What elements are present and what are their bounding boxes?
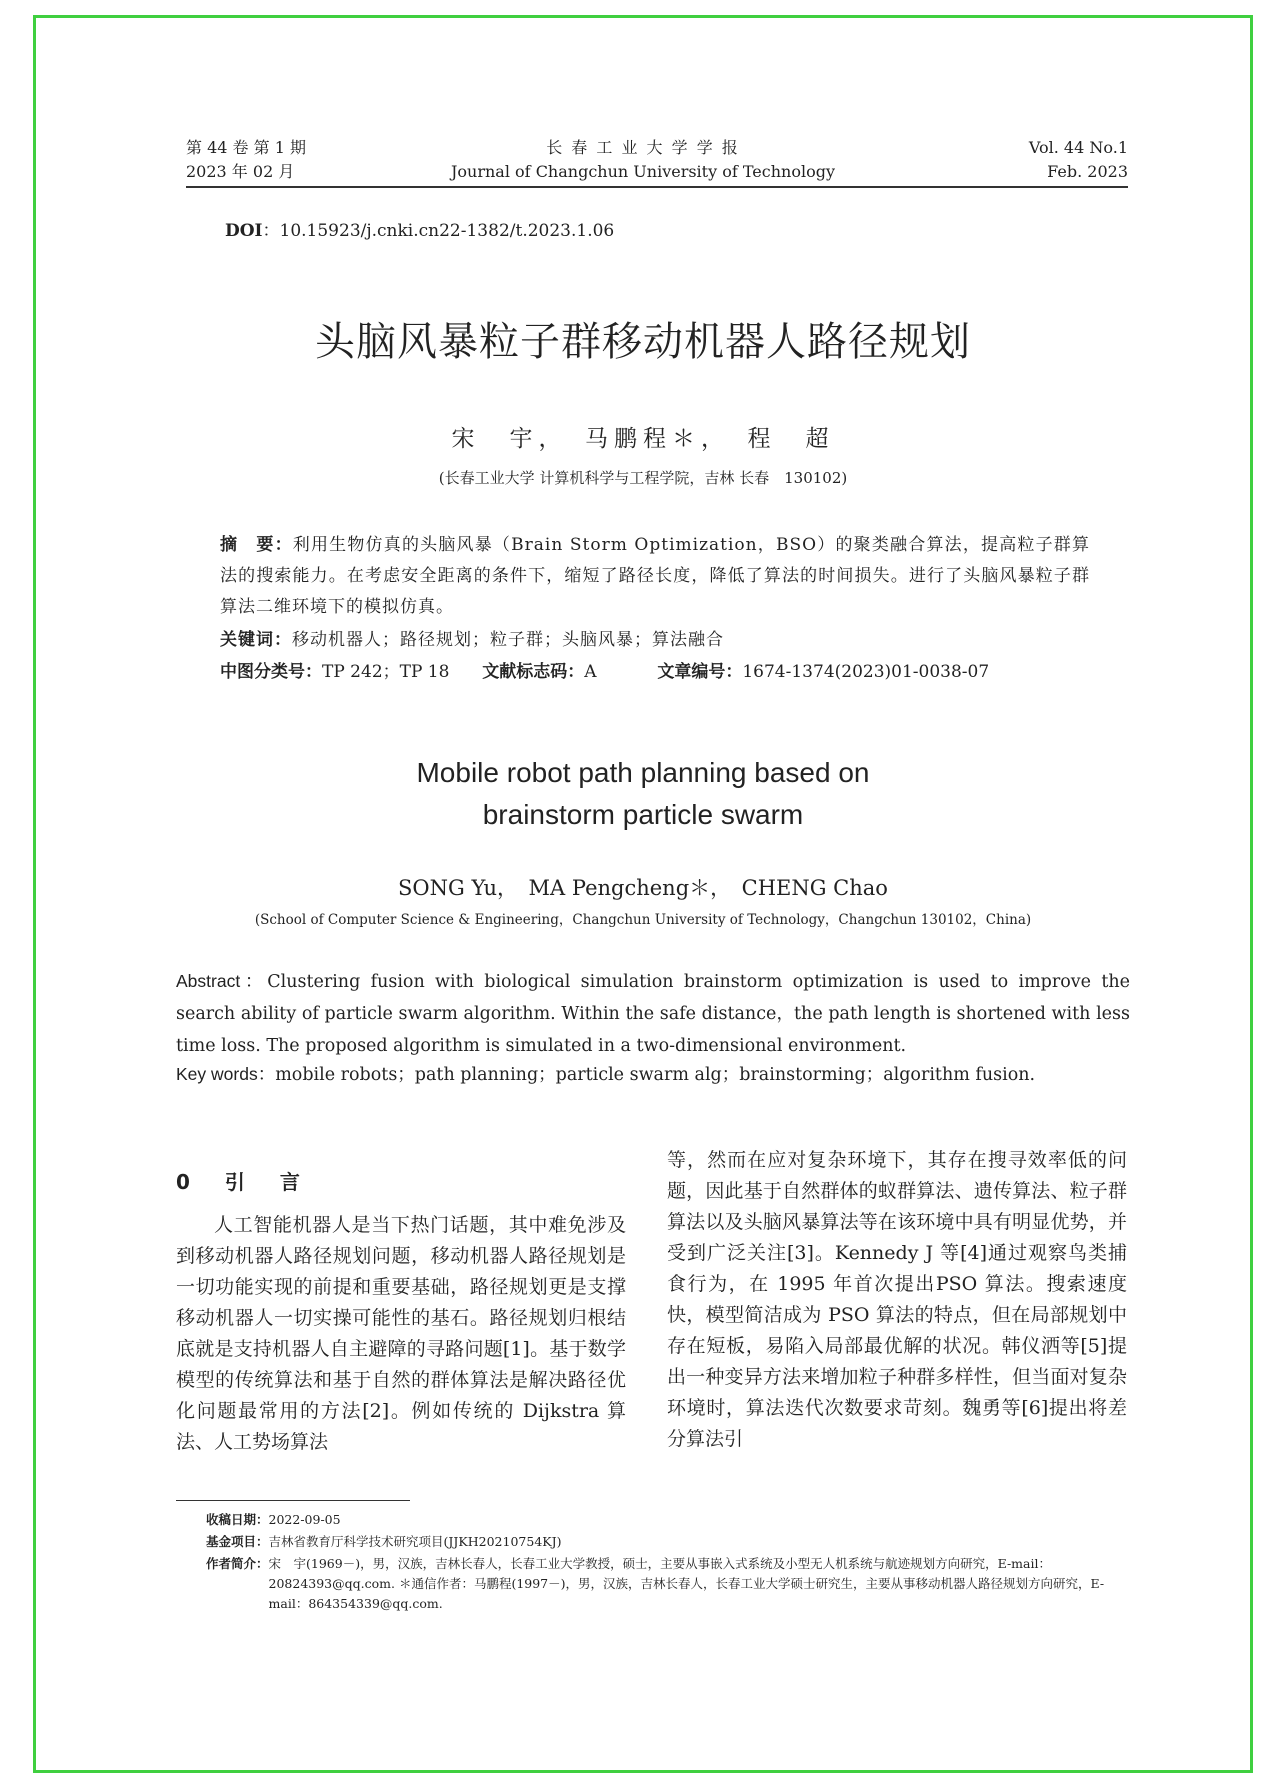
header-journal [420,136,866,184]
body-column-right: 等，然而在应对复杂环境下，其存在搜寻效率低的问题，因此基于自然群体的蚁群算法、遗传算法、粒子群算法以及头脑风暴算法等在该环境中具有明显优势，并受到广泛关注[3]。Kennedy J 等[4]通过观察鸟类捕食行为，在 1995 年首次提出PSO 算法。搜索速度快，模型简洁成为 PSO 算法的特点，但在局部规划中存在短板，易陷入局部最优解的状况。韩仪洒等[5]提出一种变异方法来增加粒子种群多样性，但当面对复杂环境时，算法迭代次数要求苛刻。魏勇等[6]提出将差分算法引 [667,1149,1127,1450]
title-cn: 头脑风暴粒子群移动机器人路径规划 [315,319,971,365]
received-label: 收稿日期： [206,1512,269,1527]
clc-label: 中图分类号： [220,662,322,682]
abstract-cn-label: 摘 要： [220,535,293,555]
header-journal-en: Journal of Changchun University of Technology [451,162,835,181]
section-heading: 0 引 言 [176,1170,314,1194]
article-no-value: 1674-1374(2023)01-0038-07 [742,662,990,682]
header-rule [186,186,1128,188]
abstract-cn-text: 利用生物仿真的头脑风暴（Brain Storm Optimization，BSO）的聚类融合算法，提高粒子群算法的搜索能力。在考虑安全距离的条件下，缩短了路径长度，降低了算法的时间损失。进行了头脑风暴粒子群算法二维环境下的模拟仿真。 [220,535,1090,617]
keywords-en-label: Key words [176,1064,258,1084]
keywords-en [176,1061,1035,1086]
header-volume-cn: 第 44 卷 第 1 期 [186,138,306,157]
abstract-cn [220,530,1090,623]
keywords-cn-text: 移动机器人；路径规划；粒子群；头脑风暴；算法融合 [292,630,724,650]
body-column-left: 人工智能机器人是当下热门话题，其中难免涉及到移动机器人路径规划问题，移动机器人路径规划是一切功能实现的前提和重要基础，路径规划更是支撑移动机器人一切实操可能性的基石。路径规划归根结底就是支持机器人自主避障的寻路问题[1]。基于数学模型的传统算法和基于自然的群体算法是解决路径优化问题最常用的方法[2]。例如传统的 Dijkstra 算法、人工势场算法 [176,1214,626,1453]
abstract-en [176,965,1130,1062]
doi [225,216,614,241]
bio-label: 作者简介： [206,1556,269,1571]
fund-label: 基金项目： [206,1534,269,1549]
header-issue-en [1029,136,1128,184]
doc-code-label: 文献标志码： [482,662,585,682]
title-en-line2: brainstorm particle swarm [482,799,804,830]
footnote-fund [206,1532,562,1552]
keywords-cn [220,625,724,650]
header-volume-en: Vol. 44 No.1 [1028,138,1128,157]
affiliation-en: (School of Computer Science & Engineering，Changchun University of Technology，Changchun 130102，China) [254,912,1032,928]
abstract-en-text: ：Clustering fusion with biological simulation brainstorm optimization is used to improve the search ability of particle swarm algorithm. Within the safe distance，the path length is shortened with less time loss. The proposed algorithm is simulated in a two-dimensional environment. [176,972,1130,1056]
keywords-cn-label: 关键词： [220,630,292,650]
footnote-received [206,1510,341,1530]
header-date-en: Feb. 2023 [1047,162,1128,181]
clc-value: TP 242；TP 18 [322,662,450,682]
footnote-author-bio [206,1554,1126,1614]
doc-code-value: A [584,662,597,682]
received-value: 2022-09-05 [268,1512,341,1527]
keywords-en-text: ：mobile robots；path planning；particle swarm alg；brainstorming；algorithm fusion. [257,1065,1036,1085]
doi-label: DOI [225,221,263,241]
header-journal-cn: 长 春 工 业 大 学 学 报 [546,138,740,157]
footnote-rule [176,1500,410,1501]
affiliation-cn: (长春工业大学 计算机科学与工程学院，吉林 长春 130102) [438,469,848,487]
bio-value: 宋 宇(1969－)，男，汉族，吉林长春人，长春工业大学教授，硕士，主要从事嵌入式系统及小型无人机系统与航迹规划方向研究，E-mail：20824393@qq.com. ＊通信作者：马鹏程(1997－)，男，汉族，吉林长春人，长春工业大学硕士研究生，主要从事移动机器人路径规划方向研究，E-mail：864354339@qq.com. [268,1556,1105,1611]
authors-en: SONG Yu， MA Pengcheng＊， CHENG Chao [398,876,888,900]
title-en-line1: Mobile robot path planning based on [416,757,870,788]
fund-value: 吉林省教育厅科学技术研究项目(JJKH20210754KJ) [268,1534,562,1549]
title-en [0,752,1286,836]
header-date-cn: 2023 年 02 月 [186,162,295,181]
doi-value: ：10.15923/j.cnki.cn22-1382/t.2023.1.06 [262,221,615,241]
article-no-label: 文章编号： [657,662,743,682]
abstract-en-label: Abstract [176,971,241,991]
header-issue [186,136,306,184]
authors-cn: 宋 宇， 马鹏程＊， 程 超 [451,426,835,452]
classification-line [220,657,989,682]
